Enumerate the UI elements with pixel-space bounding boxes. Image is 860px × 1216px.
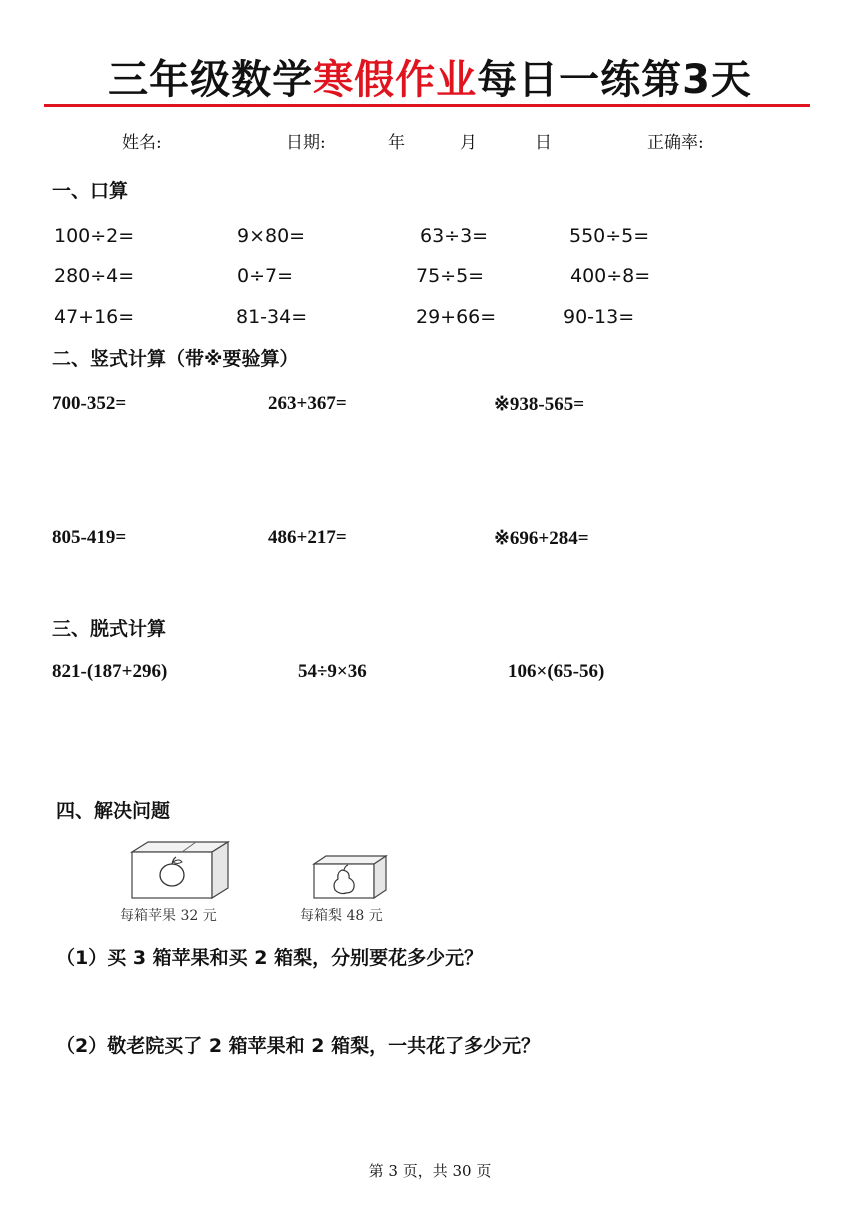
accuracy-label: 正确率:	[647, 133, 704, 153]
year-label: 年	[388, 133, 405, 153]
stepwise-calc: 54÷9×36	[298, 661, 367, 682]
vertical-calc: 263+367=	[268, 393, 347, 414]
apple-price-label: 每箱苹果 32 元	[120, 908, 217, 924]
title-underline	[44, 104, 810, 107]
title-part1: 三年级数学	[108, 57, 314, 103]
oral-calc: 47+16=	[54, 306, 135, 328]
vertical-calc: ※938-565=	[494, 394, 585, 415]
oral-calc: 9×80=	[237, 225, 306, 247]
oral-calc: 550÷5=	[569, 225, 650, 247]
vertical-calc: 486+217=	[268, 527, 347, 548]
title-highlight: 寒假作业	[313, 57, 478, 103]
section1-heading: 一、口算	[52, 180, 129, 202]
title-part2: 每日一练第3天	[477, 57, 752, 103]
page-title	[0, 48, 860, 105]
date-label: 日期:	[286, 133, 326, 153]
oral-calc: 63÷3=	[420, 225, 489, 247]
month-label: 月	[460, 133, 477, 153]
vertical-calc: 700-352=	[52, 393, 127, 414]
section3-heading: 三、脱式计算	[52, 618, 167, 640]
oral-calc: 29+66=	[416, 306, 497, 328]
oral-calc: 75÷5=	[416, 265, 485, 287]
question-2: （2）敬老院买了 2 箱苹果和 2 箱梨，一共花了多少元？	[56, 1035, 541, 1057]
vertical-calc: ※696+284=	[494, 528, 589, 549]
vertical-calc: 805-419=	[52, 527, 127, 548]
section2-heading: 二、竖式计算（带※要验算）	[52, 348, 299, 370]
apple-box-image	[126, 838, 236, 902]
page-footer: 第 3 页，共 30 页	[368, 1162, 492, 1180]
oral-calc: 100÷2=	[54, 225, 135, 247]
oral-calc: 280÷4=	[54, 265, 135, 287]
pear-price-label: 每箱梨 48 元	[300, 908, 383, 924]
section4-heading: 四、解决问题	[56, 800, 171, 822]
oral-calc: 81-34=	[236, 306, 308, 328]
question-1: （1）买 3 箱苹果和买 2 箱梨，分别要花多少元？	[56, 947, 484, 969]
oral-calc: 400÷8=	[570, 265, 651, 287]
oral-calc: 0÷7=	[237, 265, 294, 287]
oral-calc: 90-13=	[563, 306, 635, 328]
name-label: 姓名:	[122, 133, 162, 153]
pear-box-image	[308, 852, 392, 902]
stepwise-calc: 106×(65-56)	[508, 661, 605, 682]
stepwise-calc: 821-(187+296)	[52, 661, 168, 682]
day-label: 日	[535, 133, 552, 153]
